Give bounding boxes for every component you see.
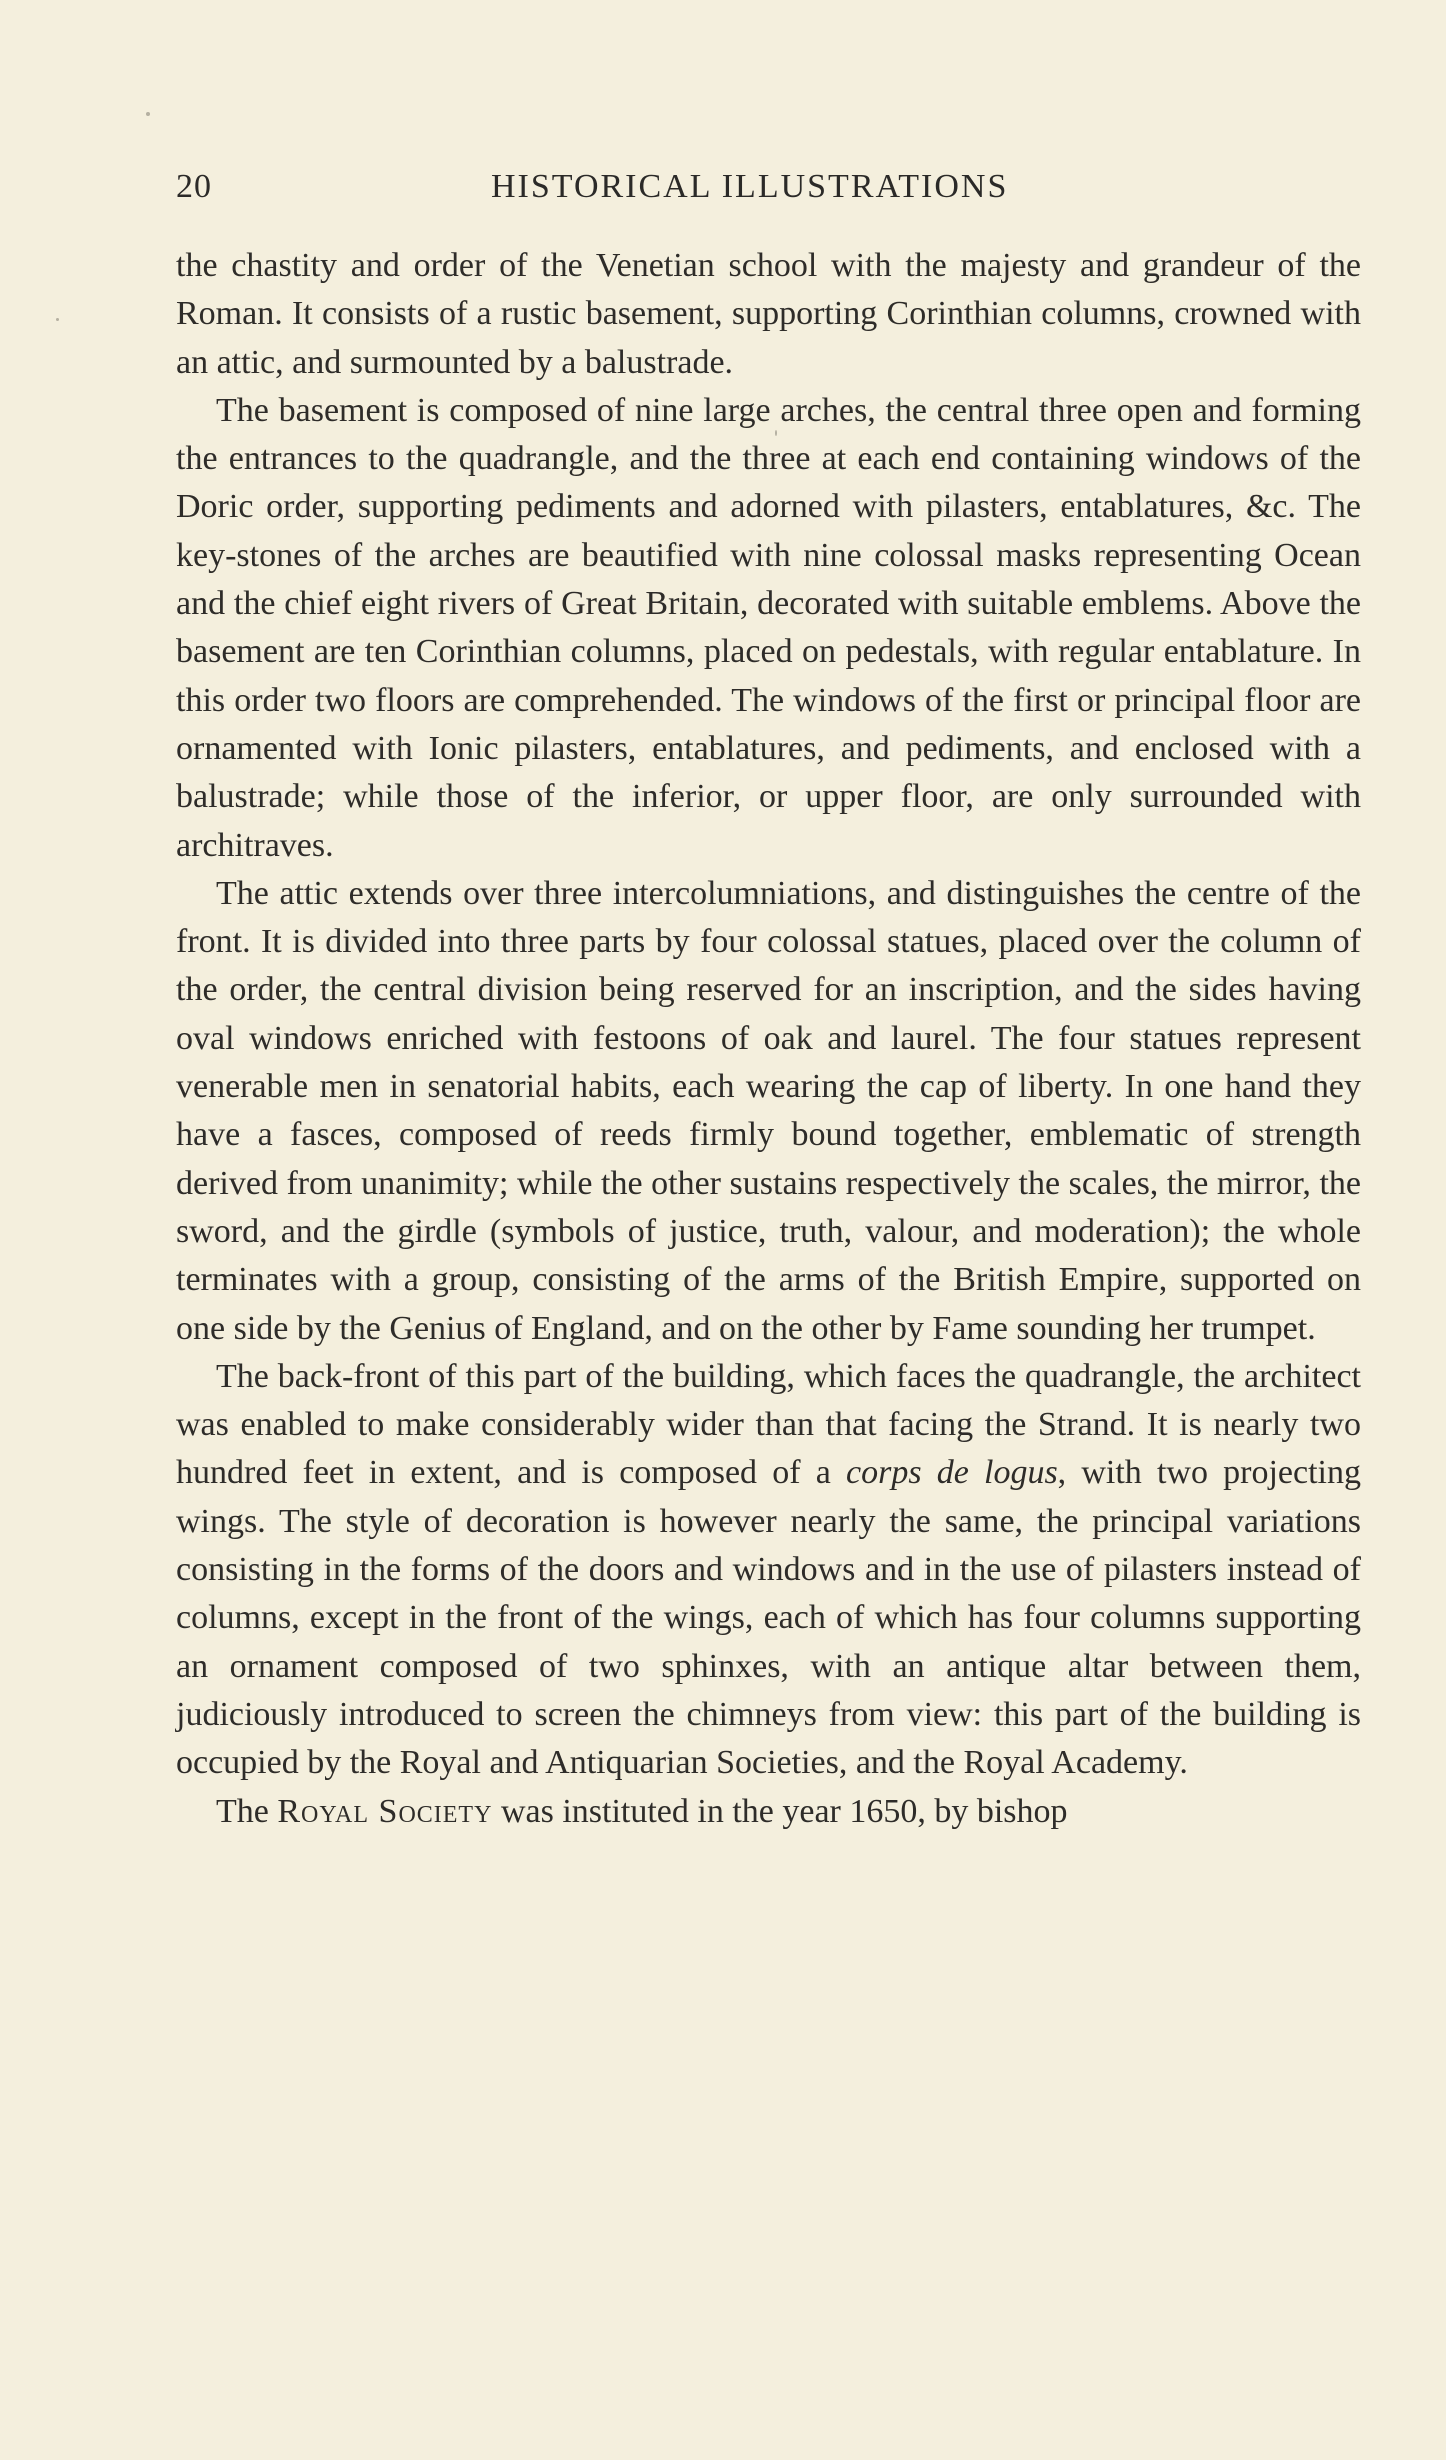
paragraph-1: the chastity and order of the Venetian school with the majesty and grandeur of the Roman. It consists of a rustic basement, supporting Corinthian columns, crowned with an attic, and surmounted by a balustrade. (176, 247, 1361, 381)
paper-speck (775, 430, 777, 436)
paragraph-5-smallcaps-term: Royal Society (277, 1792, 493, 1830)
paragraph-5-text-end: was instituted in the year 1650, by bishop (492, 1792, 1068, 1830)
paragraph-5 (176, 1788, 1361, 1836)
paragraph-5-text-start: The (216, 1792, 278, 1830)
paragraph-2: The basement is composed of nine large arches, the central three open and forming the entrances to the quadrangle, and the three at each end containing windows of the Doric order, supporting pediments and adorned with pilasters, entablatures, &c. The key-stones of the arches are beautified with nine colossal masks representing Ocean and the chief eight rivers of Great Britain, decorated with suitable emblems. Above the basement are ten Corinthian columns, placed on pedestals, with regular entablature. In this order two floors are comprehended. The windows of the first or principal floor are ornamented with Ionic pilasters, entablatures, and pediments, and enclosed with a balustrade; while those of the inferior, or upper floor, are only surrounded with architraves. (176, 391, 1361, 864)
paragraph-4 (176, 1353, 1361, 1788)
paper-speck (146, 112, 150, 116)
paragraph-4-italic-term: corps de logus (846, 1454, 1058, 1492)
paragraph-3: The attic extends over three intercolumniations, and distinguishes the centre of the front. It is divided into three parts by four colossal statues, placed over the column of the order, the central division being reserved for an inscription, and the sides having oval windows enriched with festoons of oak and laurel. The four statues represent venerable men in senatorial habits, each wearing the cap of liberty. In one hand they have a fasces, composed of reeds firmly bound together, emblematic of strength derived from unanimity; while the other sustains respectively the scales, the mirror, the sword, and the girdle (symbols of justice, truth, valour, and moderation); the whole terminates with a group, consisting of the arms of the British Empire, supported on one side by the Genius of England, and on the other by Fame sounding her trumpet. (176, 874, 1361, 1347)
paragraph-4-text-start: The back-front of this part of the building, which faces the quadrangle, the architect was enabled to make considerably wider than that facing the Strand. It is nearly two hundred feet in extent, and is composed of a (176, 1357, 1361, 1492)
body-text (176, 242, 1361, 1836)
paper-speck (56, 318, 59, 321)
paragraph-4-text-end: , with two projecting wings. The style of decoration is however nearly the same, the principal variations consisting in the forms of the doors and windows and in the use of pilasters instead of columns, except in the front of the wings, each of which has four columns supporting an ornament composed of two sphinxes, with an antique altar between them, judiciously introduced to screen the chimneys from view: this part of the building is occupied by the Royal and Antiquarian Societies, and the Royal Academy. (176, 1454, 1361, 1782)
page-number: 20 (176, 168, 212, 205)
running-title: HISTORICAL ILLUSTRATIONS (491, 168, 1009, 205)
page-header (176, 168, 1356, 218)
